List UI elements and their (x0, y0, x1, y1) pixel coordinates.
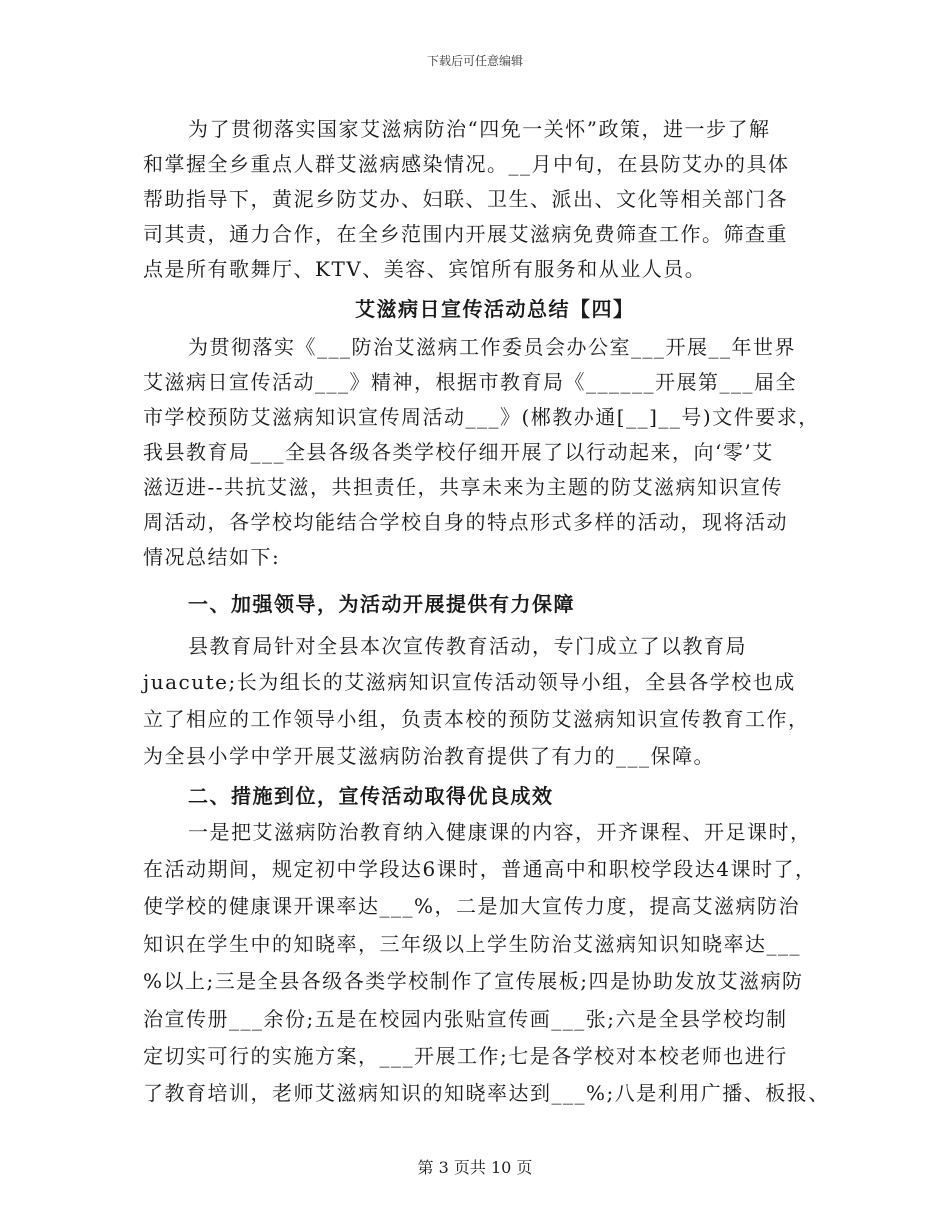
body-line: 艾滋病日宣传活动___》精神，根据市教育局《______开展第___届全 (143, 370, 797, 394)
body-line: 定切实可行的实施方案，___开展工作;七是各学校对本校老师也进行 (143, 1044, 788, 1068)
section-heading: 一、加强领导，为活动开展提供有力保障 (188, 592, 575, 616)
body-line: 市学校预防艾滋病知识宣传周活动___》(郴教办通[__]__号)文件要求， (143, 405, 820, 429)
body-line: 为了贯彻落实国家艾滋病防治“四免一关怀”政策，进一步了解 (188, 117, 771, 141)
section-heading: 二、措施到位，宣传活动取得优良成效 (188, 784, 554, 808)
body-line: 了教育培训，老师艾滋病知识的知晓率达到___%;八是利用广播、板报、 (143, 1081, 830, 1105)
body-line: 为贯彻落实《___防治艾滋病工作委员会办公室___开展__年世界 (188, 335, 796, 359)
body-line: 知识在学生中的知晓率，三年级以上学生防治艾滋病知识知晓率达___ (143, 932, 801, 956)
body-line: 滋迈进--共抗艾滋，共担责任，共享未来为主题的防艾滋病知识宣传 (143, 475, 784, 499)
body-line: 使学校的健康课开课率达___%，二是加大宣传力度，提高艾滋病防治 (143, 894, 801, 918)
body-line: %以上;三是全县各级各类学校制作了宣传展板;四是协助发放艾滋病防 (143, 969, 804, 993)
body-line: 点是所有歌舞厅、KTV、美容、宾馆所有服务和从业人员。 (143, 257, 707, 281)
body-line: 司其责，通力合作，在全乡范围内开展艾滋病免费筛查工作。筛查重 (143, 222, 788, 246)
body-line: 和掌握全乡重点人群艾滋病感染情况。__月中旬，在县防艾办的具体 (143, 152, 790, 176)
body-line: juacute;长为组长的艾滋病知识宣传活动领导小组，全县各学校也成 (143, 670, 796, 694)
body-line: 周活动，各学校均能结合学校自身的特点形式多样的活动，现将活动 (143, 510, 788, 534)
page-header: 下载后可任意编辑 (426, 54, 523, 68)
body-line: 情况总结如下: (143, 545, 281, 569)
page-footer: 第 3 页共 10 页 (417, 1158, 533, 1177)
body-line: 我县教育局___全县各级各类学校仔细开展了以行动起来，向‘零’艾 (143, 440, 774, 464)
body-line: 县教育局针对全县本次宣传教育活动，专门成立了以教育局 (188, 634, 747, 658)
body-line: 立了相应的工作领导小组，负责本校的预防艾滋病知识宣传教育工作， (143, 707, 810, 731)
body-line: 在活动期间，规定初中学段达6课时，普通高中和职校学段达4课时了， (143, 857, 817, 881)
body-line: 治宣传册___余份;五是在校园内张贴宣传画___张;六是全县学校均制 (143, 1007, 788, 1031)
body-line: 帮助指导下，黄泥乡防艾办、妇联、卫生、派出、文化等相关部门各 (143, 187, 788, 211)
body-line: 为全县小学中学开展艾滋病防治教育提供了有力的___保障。 (143, 744, 715, 768)
body-line: 一是把艾滋病防治教育纳入健康课的内容，开齐课程、开足课时， (188, 820, 812, 844)
section-title: 艾滋病日宣传活动总结【四】 (355, 297, 635, 321)
